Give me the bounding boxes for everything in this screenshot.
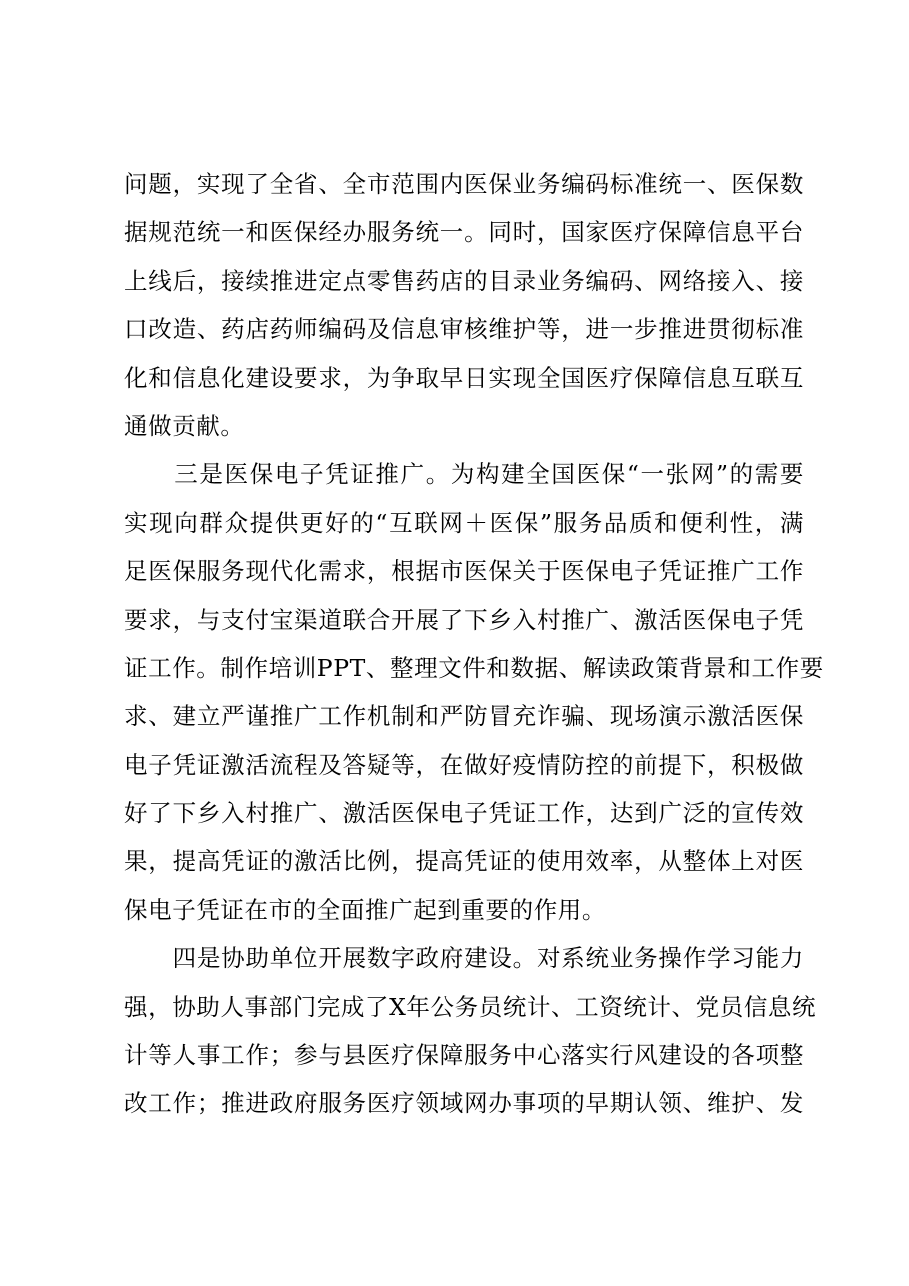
text-line: 四是协助单位开展数字政府建设。对系统业务操作学习能力 <box>124 944 804 973</box>
text-line: 要求，与支付宝渠道联合开展了下乡入村推广、激活医保电子凭 <box>124 605 804 634</box>
text-line: 据规范统一和医保经办服务统一。同时，国家医疗保障信息平台 <box>124 218 804 247</box>
text-line: 口改造、药店药师编码及信息审核维护等，进一步推进贯彻标准 <box>124 315 804 344</box>
text-line: 果，提高凭证的激活比例，提高凭证的使用效率，从整体上对医 <box>124 847 804 876</box>
text-line: 上线后，接续推进定点零售药店的目录业务编码、网络接入、接 <box>124 266 804 295</box>
text-line: 电子凭证激活流程及答疑等，在做好疫情防控的前提下，积极做 <box>124 750 804 779</box>
text-line: 三是医保电子凭证推广。为构建全国医保“一张网”的需要 <box>124 460 804 489</box>
text-line: 化和信息化建设要求，为争取早日实现全国医疗保障信息互联互 <box>124 363 804 392</box>
text-line: 求、建立严谨推广工作机制和严防冒充诈骗、现场演示激活医保 <box>124 702 804 731</box>
text-line: 实现向群众提供更好的“互联网＋医保”服务品质和便利性，满 <box>124 508 804 537</box>
text-line: 足医保服务现代化需求，根据市医保关于医保电子凭证推广工作 <box>124 557 804 586</box>
text-line: 保电子凭证在市的全面推广起到重要的作用。 <box>124 895 606 924</box>
text-line: 问题，实现了全省、全市范围内医保业务编码标准统一、医保数 <box>124 170 804 198</box>
text-line: 通做贡献。 <box>124 411 245 440</box>
text-line: 证工作。制作培训PPT、整理文件和数据、解读政策背景和工作要 <box>124 653 824 682</box>
text-line: 改工作；推进政府服务医疗领域网办事项的早期认领、维护、发 <box>124 1089 804 1118</box>
document-body <box>124 160 824 1128</box>
text-line: 计等人事工作；参与县医疗保障服务中心落实行风建设的各项整 <box>124 1041 804 1070</box>
text-line: 强，协助人事部门完成了X年公务员统计、工资统计、党员信息统 <box>124 992 817 1021</box>
text-line: 好了下乡入村推广、激活医保电子凭证工作，达到广泛的宣传效 <box>124 799 804 828</box>
